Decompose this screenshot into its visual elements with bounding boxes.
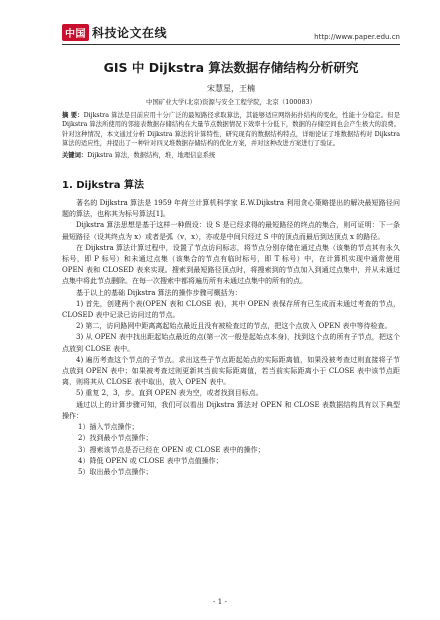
body-paragraph: Dijkstra 算法思想是基于这样一种假设：设 S 是已经求得的最短路径的终点的集合，则可证明：下一条最短路径（设其终点为 x）或者是弧（v，x），亦或是中间只经过 S 中的顶点而最后到达顶点 x 的路径。	[62, 221, 400, 241]
body-paragraph: 基于以上的基础 Dijkstra 算法的操作步骤可概括为：	[76, 288, 242, 297]
paper-title: GIS 中 Dijkstra 算法数据存储结构分析研究	[103, 60, 359, 75]
header-divider	[62, 44, 400, 45]
paper-affiliation: 中国矿业大学(北京)资源与安全工程学院，北京（100083）	[146, 98, 316, 106]
operation-item: 3）搜索该节点是否已经在 OPEN 或 CLOSE 表中的操作；	[78, 445, 265, 454]
logo-text: 科技论文在线	[92, 26, 168, 40]
abstract-label: 摘 要：	[62, 112, 84, 119]
abstract	[62, 111, 400, 149]
algorithm-step: 4) 遍历考查这个节点的子节点。求出这些子节点距起始点的实际距离值，如果没被考查过则直接将子节点放到 OPEN 表中；如果被考查过则更新其当前实际距离值，若当前实际距离小于 CLOSE 表中该节点距离，则将其从 CLOSE 表中取出，放入 OPEN 表中。	[62, 355, 400, 387]
site-url-link[interactable]: http://www.paper.edu.cn	[314, 33, 400, 41]
keywords	[62, 151, 400, 160]
operations-list	[62, 422, 400, 478]
keywords-label: 关键词：	[62, 151, 88, 159]
algorithm-step: 1) 首先，创建两个表(OPEN 表和 CLOSE 表)，其中 OPEN 表保存所有已生成而未通过考查的节点，CLOSED 表中记录已访问过的节点。	[62, 299, 400, 320]
operation-item: 4）降低 OPEN 或 CLOSE 表中节点值操作；	[78, 456, 223, 465]
body-paragraph: 著名的 Dijkstra 算法是 1959 年荷兰计算机科学家 E.W.Dijkstra 利用贪心策略提出的解决最短路径问题的算法，也称其为标号算法[1]。	[62, 199, 400, 219]
logo-mark: 中国	[62, 24, 89, 41]
algorithm-step: 3) 从 OPEN 表中找出距起始点最近的点(第一次一般是起始点本身)，找到这个点的所有子节点，把这个点放到 CLOSE 表中。	[62, 333, 400, 353]
operation-item: 2）找到最小节点操作；	[78, 434, 153, 443]
site-logo[interactable]	[62, 24, 167, 41]
body-paragraph: 通过以上的计算步骤可知，我们可以看出 Dijkstra 算法对 OPEN 和 CLOSE 表数据结构具有以下典型操作：	[62, 400, 400, 420]
algorithm-step: 5) 重复 2，3，步。直到 OPEN 表为空，或者找到目标点。	[76, 389, 263, 398]
paper-content	[62, 58, 400, 478]
paper-authors: 宋慧星，王楠	[207, 84, 255, 93]
page-number: - 1 -	[213, 598, 227, 606]
abstract-text: Dijkstra 算法是目前应用十分广泛的最短路径求取算法，其能够适应网络拓扑结构的变化，性能十分稳定。但是 Dijkstra 算法所使用的邻接表数据存储结构在大量节点数据情况下效率十分低下，数据的存储空间也会产生极大的浪费。针对这种情况，本文通过分析 Dijkstra 算法的计算特性，研究现有的数据结构特点，详细论证了堆数据结构对 Dijkstra 算法的适应性，并提出了一种针对四叉堆数据存储结构的优化方案，并对这种改进方案进行了验证。	[62, 112, 400, 148]
operation-item: 5）取出最小节点操作；	[78, 467, 153, 476]
operation-item: 1）插入节点操作；	[78, 423, 139, 432]
algorithm-steps-list	[62, 299, 400, 400]
keywords-text: Dijkstra 算法，数据结构，堆，地理信息系统	[87, 151, 216, 159]
section-heading: 1. Dijkstra 算法	[62, 180, 144, 192]
algorithm-step: 2) 第二，访问路网中距离离起始点最近且没有被检查过的节点，把这个点放入 OPEN 表中等待检查。	[76, 322, 392, 331]
page-header	[0, 0, 440, 46]
body-paragraph: 在 Dijkstra 算法计算过程中，设置了节点访问标志，将节点分别存储在通过点集（该集的节点其有永久标号，即 P 标号）和未通过点集（该集合的节点有临时标号，即 T 标号）中，在计算机实现中通常使用 OPEN 表和 CLOSED 表来实现。搜索到最短路径顶点时，将搜索到的节点加入到通过点集中，并从未通过点集中将此节点删除。在每一次搜索中都将遍历所有未通过点集中的所有的点。	[62, 243, 400, 286]
